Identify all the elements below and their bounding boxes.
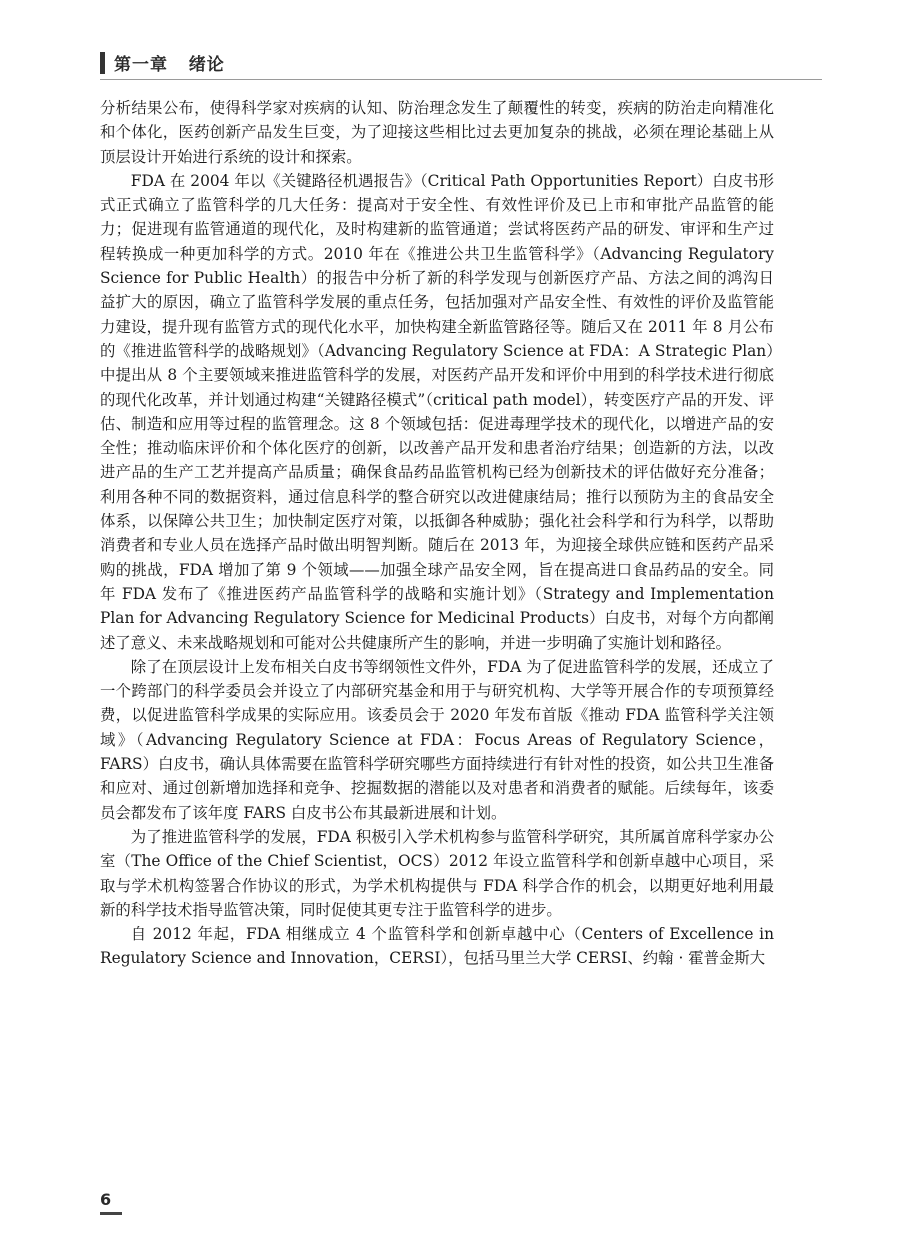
header-marker-bar	[100, 52, 105, 74]
paragraph-continued: 分析结果公布，使得科学家对疾病的认知、防治理念发生了颠覆性的转变，疾病的防治走向精准化和个体化，医药创新产品发生巨变，为了迎接这些相比过去更加复杂的挑战，必须在理论基础上从顶层设计开始进行系统的设计和探索。	[100, 99, 774, 166]
paragraph-cersi: 自 2012 年起，FDA 相继成立 4 个监管科学和创新卓越中心（Centers of Excellence in Regulatory Science and Innovation，CERSI），包括马里兰大学 CERSI、约翰 · 霍普金斯大	[100, 925, 774, 968]
running-header	[100, 48, 822, 78]
header-text	[114, 50, 225, 75]
footer-rule	[100, 1212, 122, 1215]
chapter-title: 绪论	[188, 55, 225, 75]
paragraph-academic-cooperation: 为了推进监管科学的发展，FDA 积极引入学术机构参与监管科学研究，其所属首席科学家办公室（The Office of the Chief Scientist，OCS）2012 年设立监管科学和创新卓越中心项目，采取与学术机构签署合作协议的形式，为学术机构提供与 FDA 科学合作的机会，以期更好地利用最新的科学技术指导监管决策，同时促使其更专注于监管科学的进步。	[100, 827, 774, 919]
paragraph-fda-strategy: FDA 在 2004 年以《关键路径机遇报告》（Critical Path Opportunities Report）白皮书形式正式确立了监管科学的几大任务：提高对于安全性、有效性评价及已上市和审批产品监管的能力；促进现有监管通道的现代化，及时构建新的监管通道；尝试将医药产品的研发、审评和生产过程转换成一种更加科学的方式。2010 年在《推进公共卫生监管科学》（Advancing Regulatory Science for Public Health）的报告中分析了新的科学发现与创新医疗产品、方法之间的鸿沟日益扩大的原因，确立了监管科学发展的重点任务，包括加强对产品安全性、有效性的评价及监管能力建设，提升现有监管方式的现代化水平，加快构建全新监管路径等。随后又在 2011 年 8 月公布的《推进监管科学的战略规划》（Advancing Regulatory Science at FDA：A Strategic Plan）中提出从 8 个主要领域来推进监管科学的发展，对医药产品开发和评价中用到的科学技术进行彻底的现代化改革，并计划通过构建“关键路径模式”（critical path model），转变医疗产品的开发、评估、制造和应用等过程的监管理念。这 8 个领域包括：促进毒理学技术的现代化，以增进产品的安全性；推动临床评价和个体化医疗的创新，以改善产品开发和患者治疗结果；创造新的方法，以改进产品的生产工艺并提高产品质量；确保食品药品监管机构已经为创新技术的评估做好充分准备；利用各种不同的数据资料，通过信息科学的整合研究以改进健康结局；推行以预防为主的食品安全体系，以保障公共卫生；加快制定医疗对策，以抵御各种威胁；强化社会科学和行为科学，以帮助消费者和专业人员在选择产品时做出明智判断。随后在 2013 年，为迎接全球供应链和医药产品采购的挑战，FDA 增加了第 9 个领域——加强全球产品安全网，旨在提高进口食品药品的安全。同年 FDA 发布了《推进医药产品监管科学的战略和实施计划》（Strategy and Implementation Plan for Advancing Regulatory Science for Medicinal Products）白皮书，对每个方向都阐述了意义、未来战略规划和可能对公共健康所产生的影响，并进一步明确了实施计划和路径。	[100, 171, 774, 652]
page-number: 6	[100, 1190, 112, 1209]
paragraph-science-board: 除了在顶层设计上发布相关白皮书等纲领性文件外，FDA 为了促进监管科学的发展，还成立了一个跨部门的科学委员会并设立了内部研究基金和用于与研究机构、大学等开展合作的专项预算经费，以促进监管科学成果的实际应用。该委员会于 2020 年发布首版《推动 FDA 监管科学关注领域》（Advancing Regulatory Science at FDA：Focus Areas of Regulatory Science，FARS）白皮书，确认具体需要在监管科学研究哪些方面持续进行有针对性的投资，如公共卫生准备和应对、通过创新增加选择和竞争、挖掘数据的潜能以及对患者和消费者的赋能。后续每年，该委员会都发布了该年度 FARS 白皮书公布其最新进展和计划。	[100, 657, 774, 822]
body-text	[100, 96, 774, 971]
header-rule	[100, 79, 822, 80]
chapter-number: 第一章	[114, 55, 168, 75]
